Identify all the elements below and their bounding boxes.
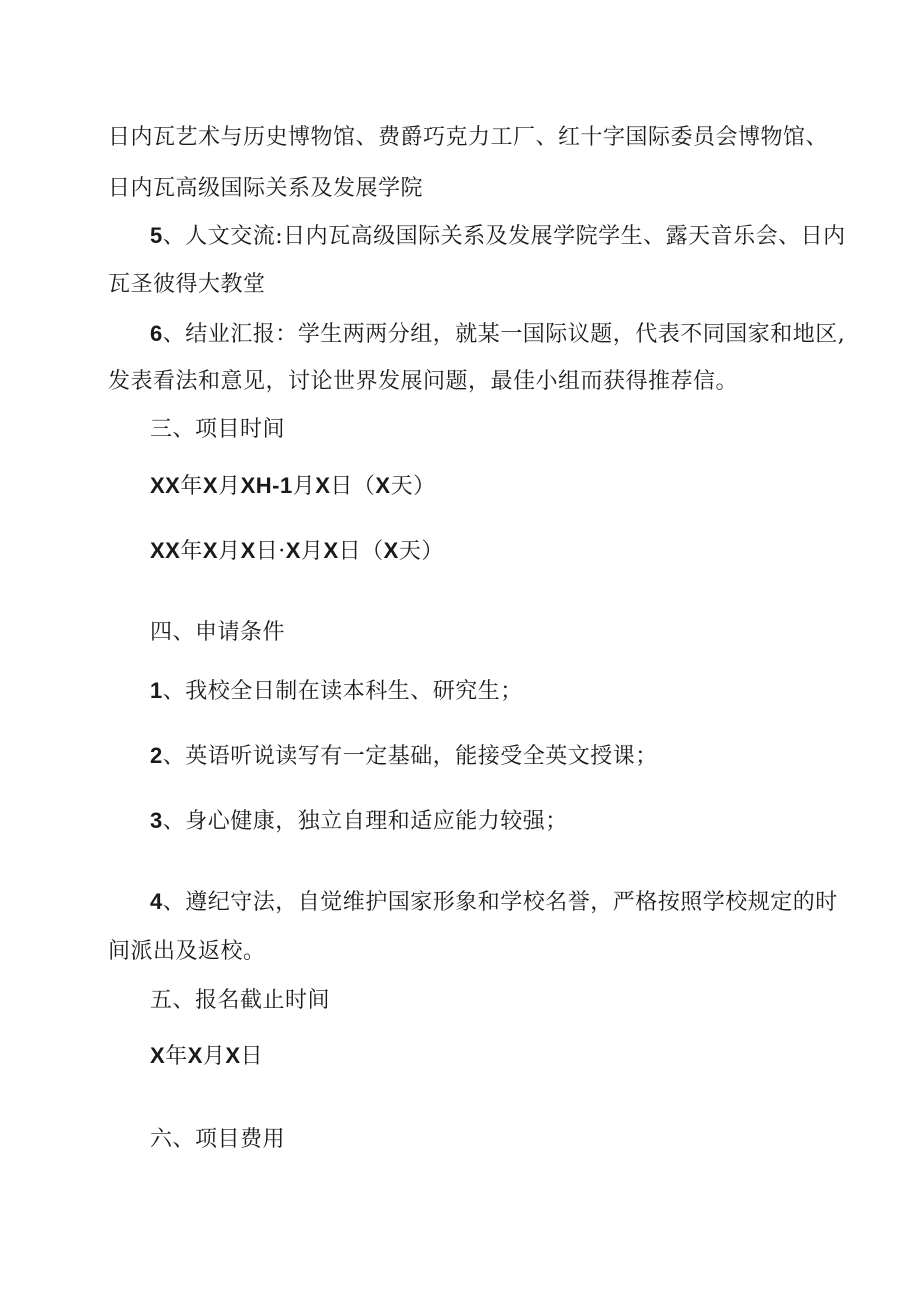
- date-text: 日（: [330, 474, 376, 499]
- date-days: X: [375, 473, 391, 498]
- date-year: X: [150, 1043, 166, 1068]
- paragraph-line: 间派出及返校。: [108, 939, 266, 964]
- list-item-1: [150, 676, 523, 707]
- date-text: 月: [202, 1044, 226, 1069]
- list-item-3: [150, 806, 568, 837]
- paragraph-line: 瓦圣彼得大教堂: [108, 272, 266, 297]
- section-heading: 四、申请条件: [150, 620, 286, 645]
- item-number: 3: [150, 808, 163, 833]
- section-heading: 三、项目时间: [150, 417, 286, 442]
- date-text: 日: [240, 1044, 264, 1069]
- date-month: X: [202, 473, 219, 498]
- list-item-5: [150, 221, 846, 252]
- date-text: 天）: [398, 539, 444, 564]
- item-text: 、身心健康，独立自理和适应能力较强；: [162, 809, 568, 834]
- date-day: X: [315, 473, 331, 498]
- list-item-6: [150, 319, 845, 350]
- item-text: 、英语听说读写有一定基础，能接受全英文授课；: [162, 744, 658, 769]
- item-text: 、人文交流:日内瓦高级国际关系及发展学院学生、露天音乐会、日内: [162, 224, 846, 249]
- date-month: X: [285, 538, 301, 563]
- paragraph-line: 日内瓦艺术与历史博物馆、费爵巧克力工厂、红十字国际委员会博物馆、: [108, 125, 829, 150]
- item-number: 1: [150, 678, 163, 703]
- date-day: X: [225, 1043, 241, 1068]
- date-days: X: [383, 538, 399, 563]
- date-text: 月: [292, 474, 316, 499]
- list-item-4: [150, 887, 838, 918]
- paragraph-line: 发表看法和意见，讨论世界发展问题，最佳小组而获得推荐信。: [108, 369, 739, 394]
- section-heading: 五、报名截止时间: [150, 988, 331, 1013]
- date-text: 月: [218, 539, 241, 564]
- date-year: XX: [150, 538, 181, 563]
- date-range: XH-1: [240, 473, 293, 498]
- list-item-2: [150, 741, 658, 772]
- date-range-line: [150, 471, 436, 502]
- paragraph-line: 日内瓦高级国际关系及发展学院: [108, 176, 424, 201]
- date-text: 日·: [255, 539, 286, 564]
- date-range-line: [150, 536, 444, 567]
- item-number: 2: [150, 743, 163, 768]
- date-text: 日（: [338, 539, 384, 564]
- date-day: X: [240, 538, 256, 563]
- date-text: 月: [218, 474, 241, 499]
- date-text: 年: [180, 474, 203, 499]
- item-number: 5: [150, 223, 163, 248]
- date-text: 年: [180, 539, 203, 564]
- date-month: X: [202, 538, 219, 563]
- item-number: 4: [150, 889, 163, 914]
- item-text: 、结业汇报：学生两两分组，就某一国际议题，代表不同国家和地区,: [162, 322, 846, 347]
- section-heading: 六、项目费用: [150, 1127, 286, 1152]
- item-text: 、遵纪守法，自觉维护国家形象和学校名誉，严格按照学校规定的时: [162, 890, 838, 915]
- date-month: X: [187, 1043, 203, 1068]
- date-text: 天）: [390, 474, 436, 499]
- date-text: 月: [300, 539, 324, 564]
- deadline-date: [150, 1041, 263, 1072]
- date-year: XX: [150, 473, 181, 498]
- item-number: 6: [150, 321, 163, 346]
- date-text: 年: [165, 1044, 188, 1069]
- item-text: 、我校全日制在读本科生、研究生；: [162, 679, 523, 704]
- date-day: X: [323, 538, 339, 563]
